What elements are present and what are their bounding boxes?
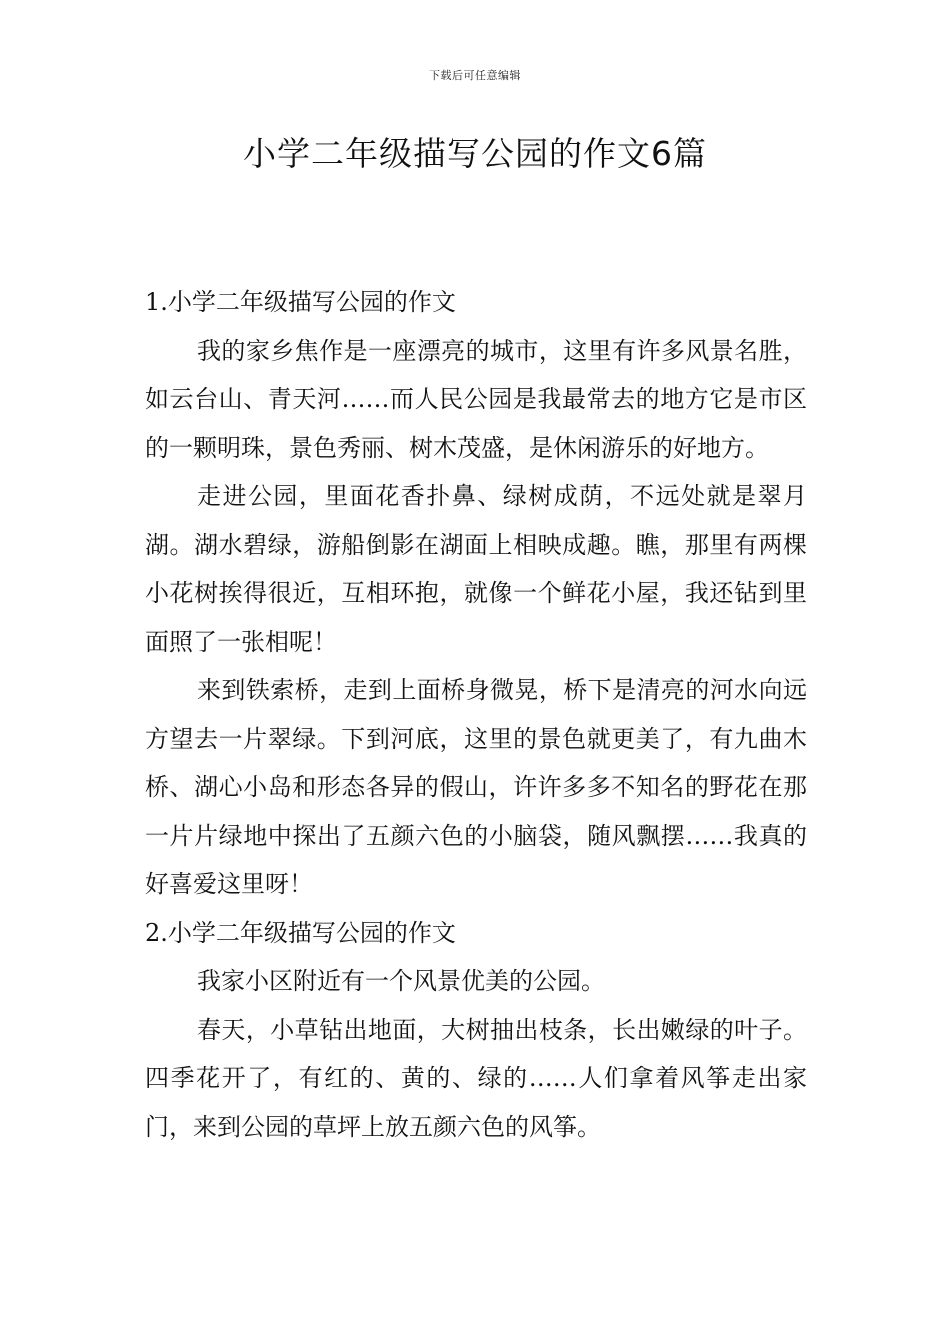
section-heading: 2.小学二年级描写公园的作文 <box>145 918 456 947</box>
paragraph: 春天，小草钻出地面，大树抽出枝条，长出嫩绿的叶子。四季花开了，有红的、黄的、绿的……人们拿着风筝走出家门，来到公园的草坪上放五颜六色的风筝。 <box>145 1015 807 1141</box>
section-heading: 1.小学二年级描写公园的作文 <box>145 288 456 316</box>
paragraph: 我家小区附近有一个风景优美的公园。 <box>197 967 605 995</box>
header-note: 下载后可任意编辑 <box>429 69 521 82</box>
paragraph: 走进公园，里面花香扑鼻、绿树成荫，不远处就是翠月湖。湖水碧绿，游船倒影在湖面上相映成趣。瞧，那里有两棵小花树挨得很近，互相环抱，就像一个鲜花小屋，我还钻到里面照了一张相呢！ <box>145 482 807 656</box>
paragraph: 来到铁索桥，走到上面桥身微晃，桥下是清亮的河水向远方望去一片翠绿。下到河底，这里的景色就更美了，有九曲木桥、湖心小岛和形态各异的假山，许许多多不知名的野花在那一片片绿地中探出了五颜六色的小脑袋，随风飘摆……我真的好喜爱这里呀！ <box>145 676 807 898</box>
document-title: 小学二年级描写公园的作文6篇 <box>243 134 707 173</box>
paragraph: 我的家乡焦作是一座漂亮的城市，这里有许多风景名胜，如云台山、青天河……而人民公园是我最常去的地方它是市区的一颗明珠，景色秀丽、树木茂盛，是休闲游乐的好地方。 <box>145 336 807 462</box>
document-body <box>145 278 807 1151</box>
